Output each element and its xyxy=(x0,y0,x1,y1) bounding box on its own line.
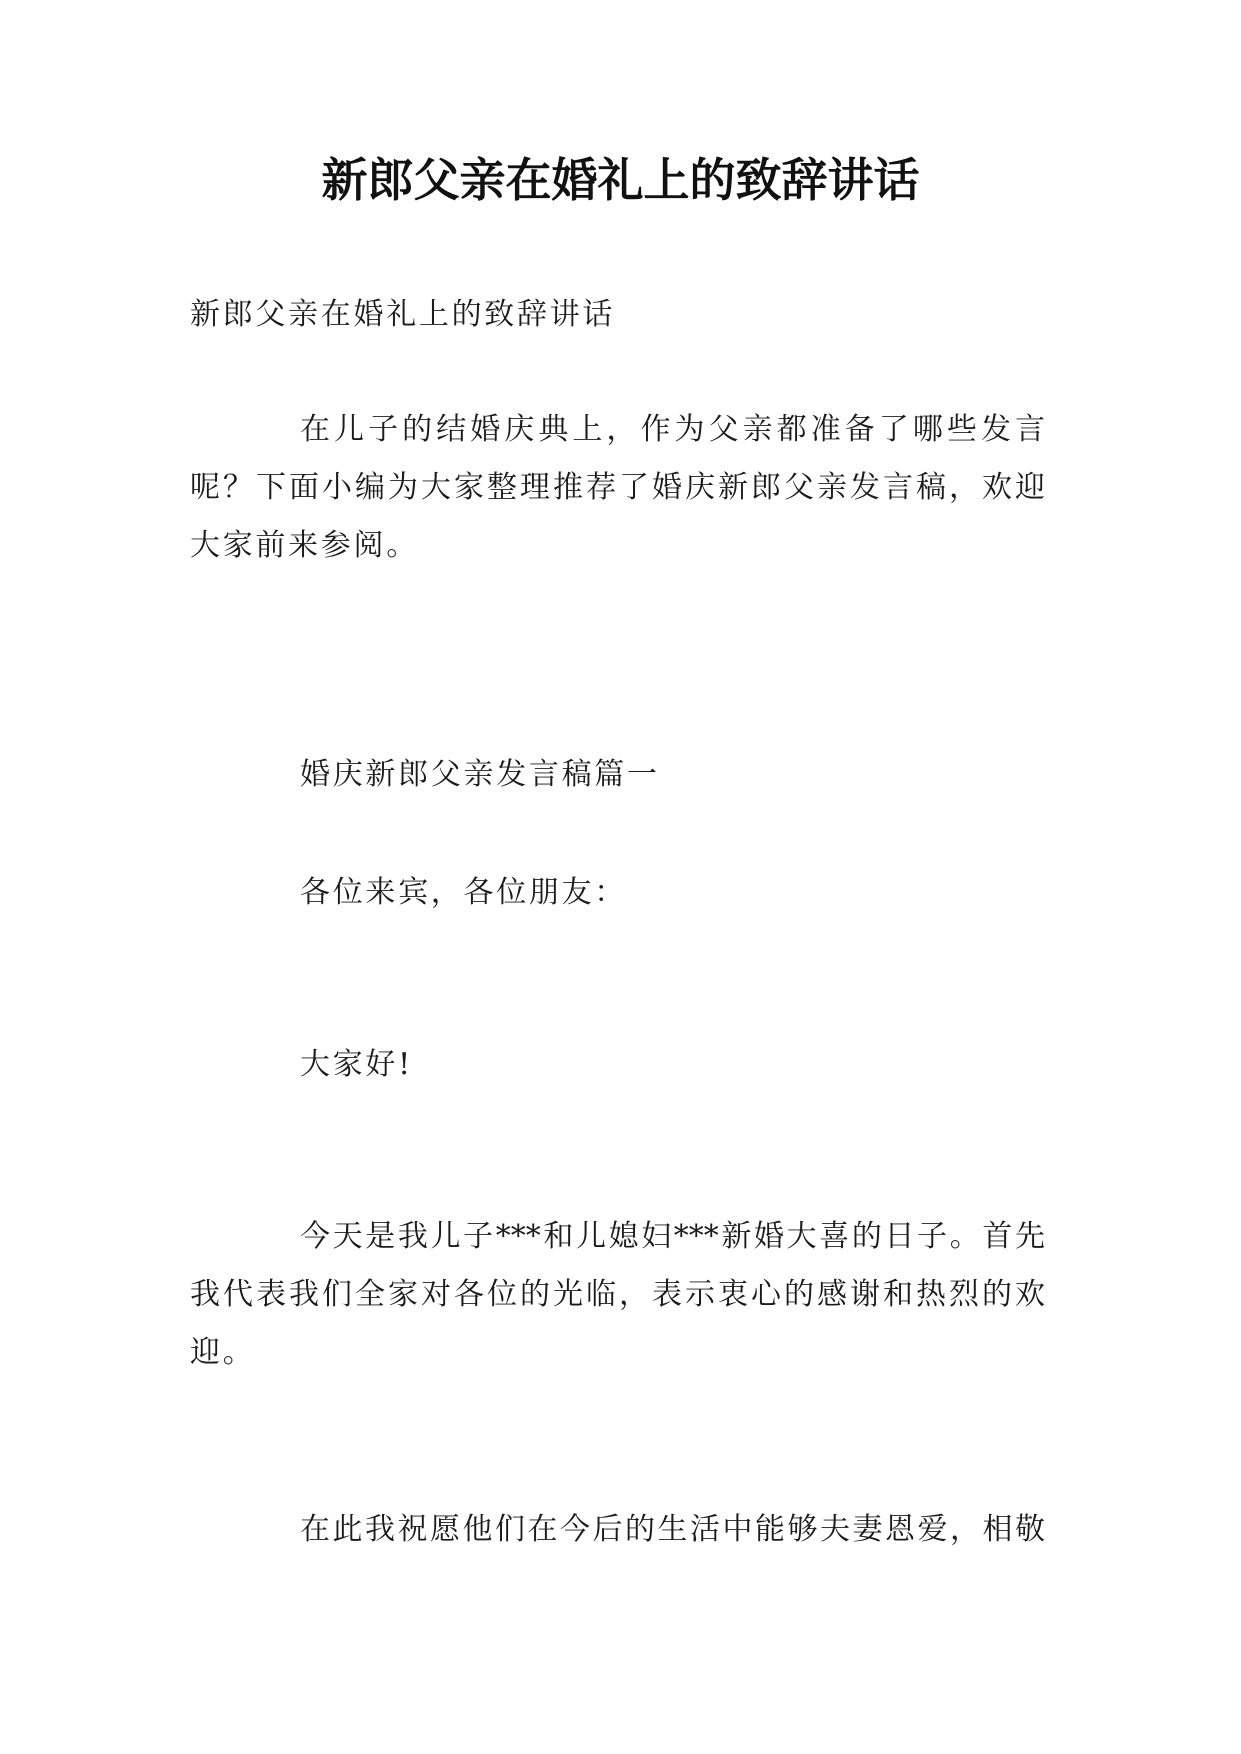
body-line: 在此我祝愿他们在今后的生活中能够夫妻恩爱，相敬 xyxy=(300,1512,1045,1547)
document-title: 新郎父亲在婚礼上的致辞讲话 xyxy=(321,153,920,207)
document-subtitle: 新郎父亲在婚礼上的致辞讲话 xyxy=(190,297,616,332)
greeting: 大家好! xyxy=(300,1047,413,1082)
intro-line: 大家前来参阅。 xyxy=(190,528,419,563)
intro-line: 在儿子的结婚庆典上，作为父亲都准备了哪些发言 xyxy=(300,412,1045,447)
intro-line: 呢？下面小编为大家整理推荐了婚庆新郎父亲发言稿，欢迎 xyxy=(190,470,1045,505)
intro-paragraph xyxy=(190,401,1045,575)
body-line: 我代表我们全家对各位的光临，表示衷心的感谢和热烈的欢 xyxy=(190,1277,1045,1312)
salutation: 各位来宾，各位朋友： xyxy=(300,875,627,910)
body-line: 迎。 xyxy=(190,1335,256,1370)
body-paragraph xyxy=(190,1208,1045,1382)
body-paragraph xyxy=(190,1501,1045,1559)
section-heading: 婚庆新郎父亲发言稿篇一 xyxy=(300,757,660,792)
body-line: 今天是我儿子***和儿媳妇***新婚大喜的日子。首先 xyxy=(300,1219,1045,1254)
